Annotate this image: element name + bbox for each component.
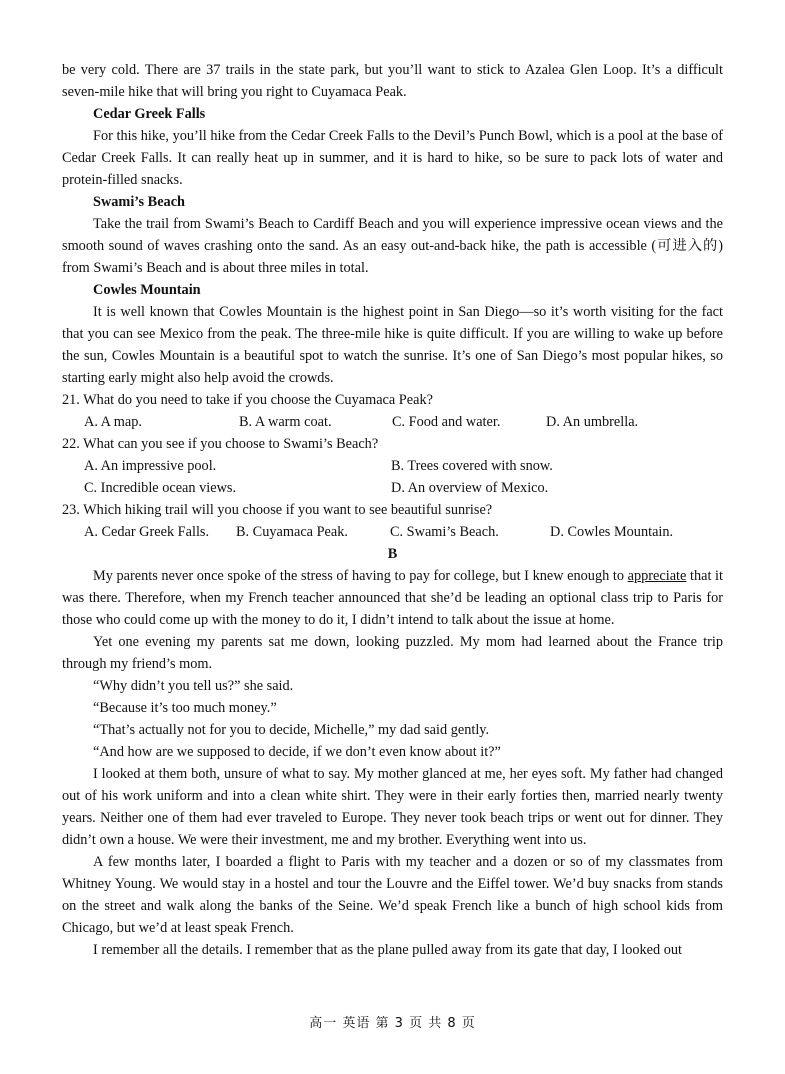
passage-b-paragraph-8: A few months later, I boarded a flight to Paris with my teacher and a dozen or so of my classmates from Whitney Young. We would stay in a hostel and tour the Louvre and the Eiffel tower. We’d buy snacks from stands on the street and walk along the banks of the Seine. We’d speak French like a bunch of high school kids from Chicago, but we’d at least speak French. [62, 854, 723, 936]
passage-b-paragraph-9: I remember all the details. I remember that as the plane pulled away from its gate that day, I looked out [93, 942, 683, 958]
p1-text-end: that it was there. Therefore, when my French teacher announced that she’d be leading an optional class trip to Paris for those who could come up with the money to do it, I didn’t intend to talk about the issue at home. [62, 568, 723, 628]
p1-text-start: My parents never once spoke of the stress of having to pay for college, but I knew enough to [93, 568, 628, 584]
q23-option-b: B. Cuyamaca Peak. [236, 524, 348, 540]
q22-option-b: B. Trees covered with snow. [391, 458, 553, 474]
question-22-options-row-1 [62, 455, 723, 477]
question-21-stem: 21. What do you need to take if you choose the Cuyamaca Peak? [62, 392, 433, 408]
page-footer: 高一 英语 第 3 页 共 8 页 [309, 1016, 476, 1031]
passage-b-paragraph-2: Yet one evening my parents sat me down, looking puzzled. My mom had learned about the France trip through my friend’s mom. [62, 634, 723, 672]
section-b-title: B [387, 546, 398, 562]
q22-option-c: C. Incredible ocean views. [84, 480, 237, 496]
question-21-options [62, 411, 723, 433]
heading-cedar-greek-falls: Cedar Greek Falls [93, 106, 206, 122]
q21-option-c: C. Food and water. [392, 414, 501, 430]
q22-option-a: A. An impressive pool. [84, 458, 217, 474]
q23-option-d: D. Cowles Mountain. [550, 524, 674, 540]
passage-a-paragraph-2: Take the trail from Swami’s Beach to Cardiff Beach and you will experience impressive ocean views and the smooth sound of waves crashing onto the sand. As an easy out-and-back hike, the path is accessible (可进入的) from Swami’s Beach and is about three miles in total. [62, 216, 723, 276]
passage-a-paragraph-0: be very cold. There are 37 trails in the state park, but you’ll want to stick to Azalea Glen Loop. It’s a difficult seven-mile hike that will bring you right to Cuyamaca Peak. [62, 62, 723, 100]
passage-b-paragraph-4: “Because it’s too much money.” [93, 700, 277, 716]
q21-option-d: D. An umbrella. [546, 414, 639, 430]
passage-a-paragraph-1: For this hike, you’ll hike from the Cedar Creek Falls to the Devil’s Punch Bowl, which is a pool at the base of Cedar Creek Falls. It can really heat up in summer, and it is hard to hike, so be sure to pack lots of water and protein-filled snacks. [62, 128, 723, 188]
passage-a-paragraph-3: It is well known that Cowles Mountain is the highest point in San Diego—so it’s worth visiting for the fact that you can see Mexico from the peak. The three-mile hike is quite difficult. If you are willing to wake up before the sun, Cowles Mountain is a beautiful spot to watch the sunrise. It’s one of San Diego’s most popular hikes, so starting early might also help avoid the crowds. [62, 304, 723, 386]
underlined-word-appreciate: appreciate [627, 568, 687, 584]
q21-option-b: B. A warm coat. [239, 414, 332, 430]
q23-option-a: A. Cedar Greek Falls. [84, 524, 210, 540]
passage-b-paragraph-6: “And how are we supposed to decide, if we don’t even know about it?” [93, 744, 501, 760]
question-23-options [62, 521, 723, 543]
heading-swamis-beach: Swami’s Beach [93, 194, 186, 210]
passage-b-paragraph-7: I looked at them both, unsure of what to say. My mother glanced at me, her eyes soft. My father had changed out of his work uniform and into a clean white shirt. They were in their early forties then, married nearly twenty years. Neither one of them had ever traveled to Europe. They never took beach trips or went out for dinner. They didn’t own a house. We were their investment, me and my brother. Everything went into us. [62, 766, 723, 848]
passage-b-paragraph-1 [62, 565, 723, 631]
question-22-stem: 22. What can you see if you choose to Swami’s Beach? [62, 436, 379, 452]
q23-option-c: C. Swami’s Beach. [390, 524, 499, 540]
passage-b-paragraph-5: “That’s actually not for you to decide, Michelle,” my dad said gently. [93, 722, 490, 738]
q21-option-a: A. A map. [84, 414, 142, 430]
question-23-stem: 23. Which hiking trail will you choose if you want to see beautiful sunrise? [62, 502, 493, 518]
q22-option-d: D. An overview of Mexico. [391, 480, 549, 496]
question-22-options-row-2 [62, 477, 723, 499]
passage-b-paragraph-3: “Why didn’t you tell us?” she said. [93, 678, 294, 694]
page-content [62, 59, 723, 961]
heading-cowles-mountain: Cowles Mountain [93, 282, 201, 298]
